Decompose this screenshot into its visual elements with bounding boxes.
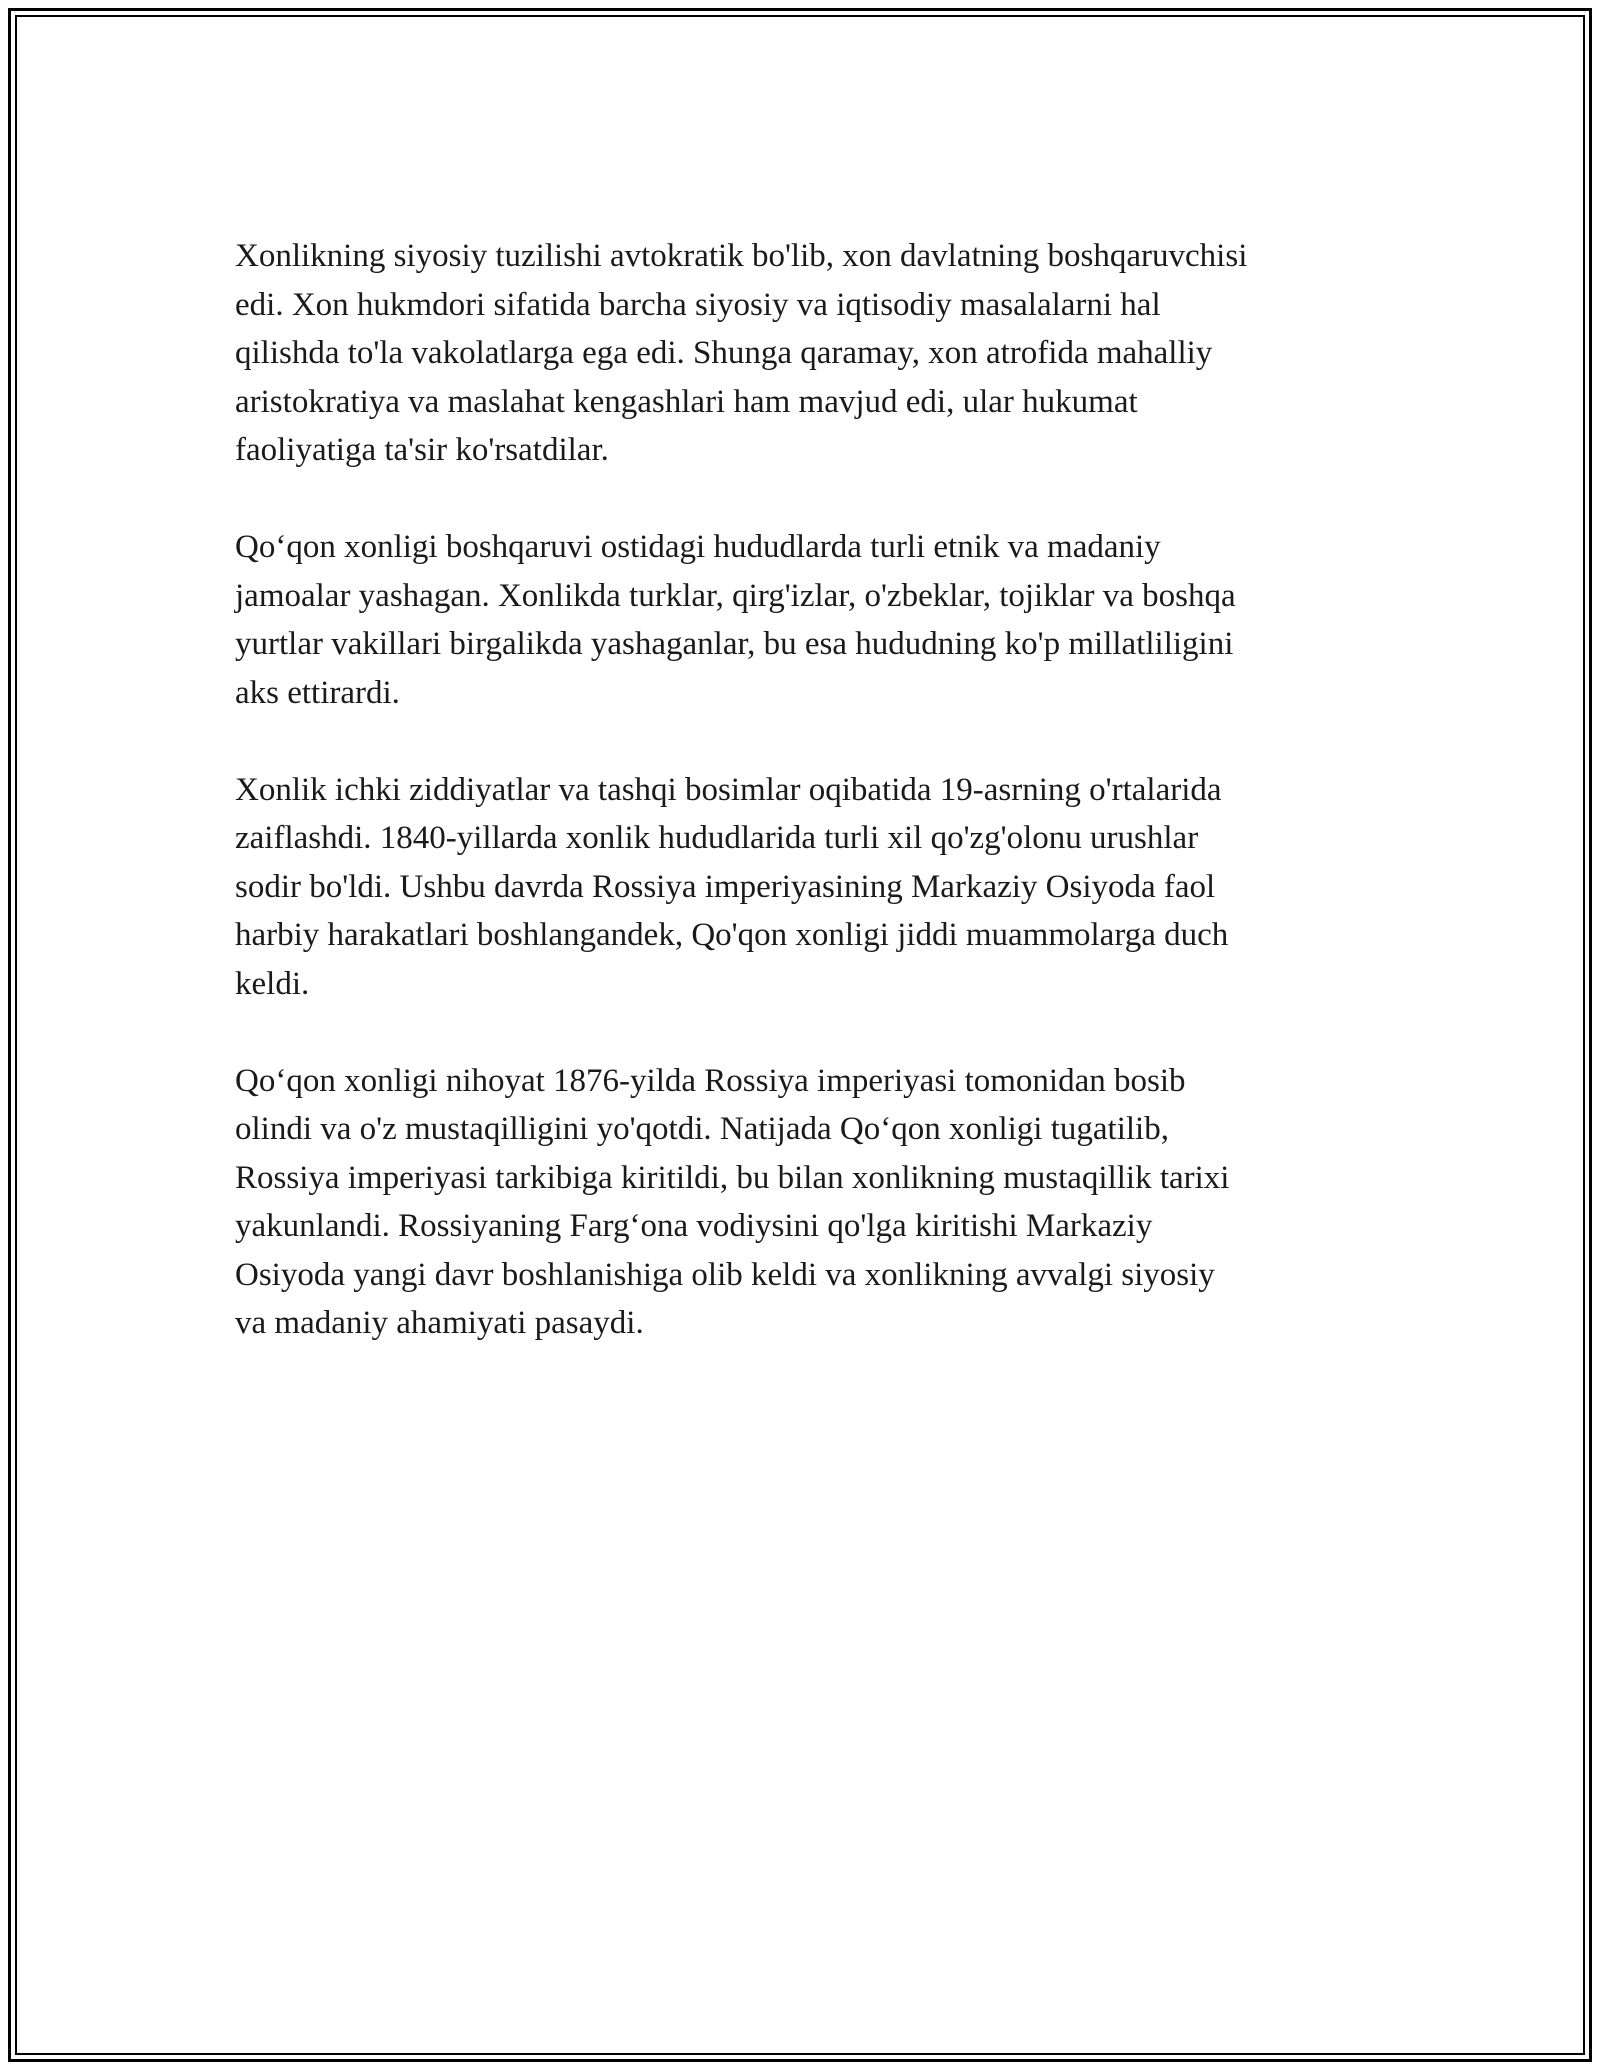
document-body (235, 232, 1385, 1396)
paragraph-political-structure: Xonlikning siyosiy tuzilishi avtokratik bo'lib, xon davlatning boshqaruvchisi edi. Xon hukmdori sifatida barcha siyosiy va iqtisodiy masalalarni hal qilishda to'la vakolatlarga ega edi. Shunga qaramay, xon atrofida mahalliy aristokratiya va maslahat kengashlari ham mavjud edi, ular hukumat faoliyatiga ta'sir ko'rsatdilar. (235, 238, 1248, 468)
paragraph-conquest: Qo‘qon xonligi nihoyat 1876-yilda Rossiya imperiyasi tomonidan bosib olindi va o'z mustaqilligini yo'qotdi. Natijada Qo‘qon xonligi tugatilib, Rossiya imperiyasi tarkibiga kiritildi, bu bilan xonlikning mustaqillik tarixi yakunlandi. Rossiyaning Farg‘ona vodiysini qo'lga kiritishi Markaziy Osiyoda yangi davr boshlanishiga olib keldi va xonlikning avvalgi siyosiy va madaniy ahamiyati pasaydi. (235, 1062, 1230, 1341)
paragraph-decline: Xonlik ichki ziddiyatlar va tashqi bosimlar oqibatida 19-asrning o'rtalarida zaiflashdi. 1840-yillarda xonlik hududlarida turli xil qo'zg'olonu urushlar sodir bo'ldi. Ushbu davrda Rossiya imperiyasining Markaziy Osiyoda faol harbiy harakatlari boshlangandek, Qo'qon xonligi jiddi muammolarga duch keldi. (235, 771, 1229, 1002)
paragraph-ethnic-communities: Qo‘qon xonligi boshqaruvi ostidagi hududlarda turli etnik va madaniy jamoalar yashagan. Xonlikda turklar, qirg'izlar, o'zbeklar, tojiklar va boshqa yurtlar vakillari birgalikda yashaganlar, bu esa hududning ko'p millatliligini aks ettirardi. (235, 529, 1236, 711)
